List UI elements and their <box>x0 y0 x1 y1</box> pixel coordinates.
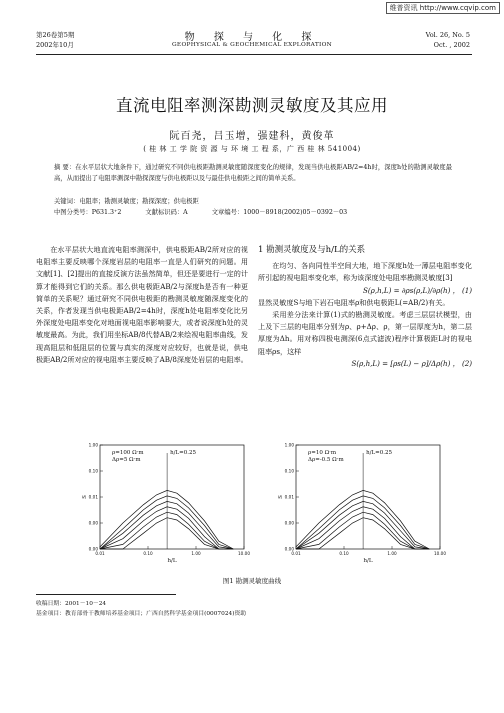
sensitivity-curve-3 <box>296 501 429 549</box>
param-rho-label: ρ=100 Ω·m <box>112 450 144 456</box>
x-tick-label: 1.00 <box>387 551 397 556</box>
x-tick-label: 10.00 <box>434 551 446 556</box>
date-right: Oct. , 2002 <box>433 41 470 49</box>
y-tick-label: 1.00 <box>88 442 98 448</box>
x-axis-label: h/L <box>167 558 177 564</box>
header-rule <box>36 54 472 55</box>
equation-1: S(ρ,h,L) = ∂ρs(ρ,L)/∂ρ(h) ， (1) <box>363 285 472 295</box>
section-paragraph-1: 在均匀、各向同性半空间大地，地下深度h处一薄层电阻率变化所引起的视电阻率变化率，称为该深度处电阻率勘测灵敏度[3] <box>258 261 472 283</box>
paper-title: 直流电阻率测深勘测灵敏度及其应用 <box>116 96 388 115</box>
param-drho-label: Δρ=5 Ω·m <box>112 457 141 463</box>
y-tick-label: 0.10 <box>88 468 98 474</box>
clc-number: 中图分类号：P631.3⁺2 <box>54 209 122 216</box>
y-tick-label: 0.00 <box>284 546 294 552</box>
x-tick-label: 0.10 <box>143 551 153 556</box>
intro-paragraph: 在水平层状大地直流电阻率测深中，供电极距AB/2所对应的视电阻率主要反映哪个深度岩层的电阻率一直是人们研究的问题。用文献[1]、[2]提出的直接反演方法虽然简单，但还是要进行一定的计算才能得到它们的关系。那么供电极距AB/2与深度h是否有一种更简单的关系呢？通过研究不同供电极距的勘测灵敏度随深度变化的关系，作者发现当供电极距AB/2=4h时，深度h处电阻率变化比另外深度处电阻率变化对地面视电阻率影响要大，或者说深度h处的灵敏度最高。为此，我们用坐标AB/8代替AB/2来绘视电阻率曲线，发现高阻层和低阻层的位置与真实的深度对应较好，也就是说，供电极距AB/2所对应的视电阻率主要反映了AB/8深度处岩层的电阻率。 <box>36 245 248 364</box>
y-tick-label: 0.10 <box>284 468 294 474</box>
sensitivity-chart-right <box>276 441 448 569</box>
source-watermark: 维普资讯 http://www.cqvip.com <box>386 2 500 14</box>
y-tick-label: 0.00 <box>284 520 294 526</box>
sensitivity-chart-left <box>80 441 252 569</box>
date-left: 2002年10月 <box>36 41 74 49</box>
keywords: 关键词：电阻率；勘测灵敏度；勘探深度；供电极距 <box>54 198 199 205</box>
article-number: 文章编号：1000－8918(2002)05－0392－03 <box>211 209 348 216</box>
received-date: 收稿日期：2001－10－24 <box>36 601 107 607</box>
sensitivity-curve-4 <box>100 507 233 549</box>
param-drho-label: Δρ=-0.5 Ω·m <box>308 457 344 463</box>
body-right-column <box>258 244 472 370</box>
x-tick-label: 0.10 <box>339 551 349 556</box>
y-axis-label: S <box>82 495 88 499</box>
y-tick-label: 0.01 <box>284 494 294 500</box>
section-heading: 1 勘测灵敏度及与h/L的关系 <box>258 245 366 255</box>
affiliation: ( 桂 林 工 学 院 资 源 与 环 境 工 程 系，广 西 桂 林 541004) <box>143 145 361 153</box>
footnote-rule <box>36 594 176 595</box>
body-left-column <box>36 244 248 366</box>
abstract: 摘 要：在水平层状大地条件下，通过研究不同供电极距勘测灵敏度随深度变化的规律，发现当供电极距AB/2=4h时，深度h处的勘测灵敏度最高，从而提出了电阻率测深中勘探深度与供电极距以及与最佳供电极距之间的简单关系。 <box>54 164 452 182</box>
authors: 阮百尧，吕玉增，强建科，黄俊革 <box>169 131 335 142</box>
section-paragraph-2: 显然灵敏度S与地下岩石电阻率ρ和供电极距L(=AB/2)有关。 <box>258 297 450 307</box>
header-right <box>426 30 470 50</box>
x-tick-label: 10.00 <box>238 551 250 556</box>
classification-line <box>54 207 452 216</box>
x-tick-label: 0.01 <box>291 551 301 556</box>
section-paragraph-3: 采用差分法来计算(1)式的勘测灵敏度。考虑三层层状模型，由上及下三层的电阻率分别为ρ、ρ+Δρ、ρ，第一层厚度为h，第二层厚度为Δh。用对称四极电测深(6点式滤波)程序计算极距L时的视电阻率ρs，这样 <box>258 310 472 356</box>
funding-note: 基金项目：教育部骨干教师培养基金项目；广西自然科学基金项目(0007024)资助 <box>36 611 247 617</box>
sensitivity-curve-3 <box>100 501 233 549</box>
x-tick-label: 0.01 <box>95 551 105 556</box>
volume-issue-right: Vol. 26, No. 5 <box>425 31 470 39</box>
y-tick-label: 1.00 <box>284 442 294 448</box>
y-axis-label: S <box>278 495 284 499</box>
sensitivity-curve-4 <box>296 507 429 549</box>
journal-title-cn: 物 探 与 化 探 <box>184 32 320 43</box>
journal-title-en: GEOPHYSICAL & GEOCHEMICAL EXPLORATION <box>171 42 333 48</box>
figure-caption: 图1 勘测灵敏度曲线 <box>222 577 282 585</box>
x-axis-label: h/L <box>363 558 373 564</box>
x-tick-label: 1.00 <box>191 551 201 556</box>
document-code: 文献标识码：A <box>145 209 188 216</box>
y-tick-label: 0.00 <box>88 520 98 526</box>
param-rho-label: ρ=10 Ω·m <box>308 450 337 456</box>
y-tick-label: 0.00 <box>88 546 98 552</box>
equation-2: S(ρ,h,L) = [ρs(L) − ρ]/Δρ(h) ， (2) <box>351 358 472 368</box>
param-hl-label: h/L=0.25 <box>170 450 197 456</box>
y-tick-label: 0.01 <box>88 494 98 500</box>
param-hl-label: h/L=0.25 <box>366 450 393 456</box>
volume-issue-left: 第26卷第5期 <box>36 31 75 39</box>
